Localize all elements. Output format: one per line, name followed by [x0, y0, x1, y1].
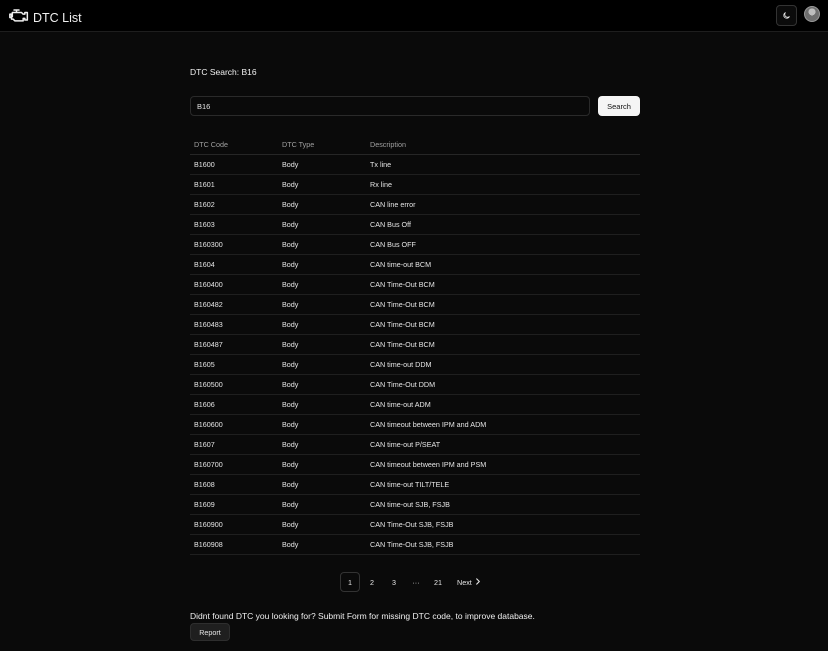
- page-3-button[interactable]: 3: [392, 577, 396, 587]
- engine-check-icon: [9, 6, 29, 29]
- page-2-button[interactable]: 2: [370, 577, 374, 587]
- top-navbar: [0, 0, 828, 32]
- table-row[interactable]: [190, 195, 640, 215]
- cell-dtc-type: Body: [282, 160, 299, 169]
- cell-description: CAN time-out SJB, FSJB: [370, 500, 450, 509]
- table-row[interactable]: [190, 515, 640, 535]
- page-title: DTC Search: B16: [190, 67, 257, 77]
- column-header-description: Description: [370, 140, 406, 149]
- cell-description: CAN Time-Out DDM: [370, 380, 436, 389]
- cell-dtc-type: Body: [282, 380, 299, 389]
- next-label: Next: [457, 577, 472, 587]
- dtc-table: [190, 135, 640, 555]
- table-body: [190, 155, 640, 555]
- next-page-button[interactable]: [452, 572, 486, 592]
- table-row[interactable]: [190, 235, 640, 255]
- cell-description: CAN Time-Out SJB, FSJB: [370, 520, 454, 529]
- cell-description: CAN time-out BCM: [370, 260, 432, 269]
- table-row[interactable]: [190, 255, 640, 275]
- table-row[interactable]: [190, 535, 640, 555]
- cell-description: CAN Bus OFF: [370, 240, 416, 249]
- cell-dtc-type: Body: [282, 320, 299, 329]
- cell-dtc-type: Body: [282, 520, 299, 529]
- cell-description: CAN time-out ADM: [370, 400, 431, 409]
- cell-dtc-code: B1605: [194, 360, 215, 369]
- cell-dtc-type: Body: [282, 420, 299, 429]
- table-row[interactable]: [190, 175, 640, 195]
- cell-description: CAN time-out P/SEAT: [370, 440, 441, 449]
- cell-description: CAN Time-Out BCM: [370, 320, 435, 329]
- cell-dtc-code: B1608: [194, 480, 215, 489]
- table-row[interactable]: [190, 295, 640, 315]
- cell-dtc-type: Body: [282, 440, 299, 449]
- table-row[interactable]: [190, 475, 640, 495]
- table-header: [190, 135, 640, 155]
- cell-dtc-type: Body: [282, 300, 299, 309]
- table-row[interactable]: [190, 215, 640, 235]
- cell-dtc-code: B1604: [194, 260, 215, 269]
- cell-dtc-type: Body: [282, 200, 299, 209]
- page-1-button[interactable]: 1: [340, 572, 360, 592]
- theme-toggle-button[interactable]: [776, 5, 797, 26]
- cell-dtc-code: B160482: [194, 300, 223, 309]
- cell-dtc-type: Body: [282, 400, 299, 409]
- column-header-type: DTC Type: [282, 140, 315, 149]
- cell-description: Rx line: [370, 180, 392, 189]
- cell-dtc-type: Body: [282, 180, 299, 189]
- cell-dtc-code: B1603: [194, 220, 215, 229]
- cell-description: CAN time-out DDM: [370, 360, 432, 369]
- pagination-ellipsis: ···: [412, 577, 420, 587]
- cell-dtc-code: B160908: [194, 540, 223, 549]
- cell-dtc-type: Body: [282, 260, 299, 269]
- table-row[interactable]: [190, 155, 640, 175]
- cell-description: CAN line error: [370, 200, 416, 209]
- cell-dtc-code: B1609: [194, 500, 215, 509]
- cell-description: CAN Time-Out BCM: [370, 300, 435, 309]
- cell-dtc-code: B160483: [194, 320, 223, 329]
- cell-dtc-code: B1601: [194, 180, 215, 189]
- search-button[interactable]: Search: [598, 96, 640, 116]
- cell-description: CAN time-out TILT/TELE: [370, 480, 450, 489]
- cell-description: CAN timeout between IPM and PSM: [370, 460, 487, 469]
- cell-dtc-type: Body: [282, 500, 299, 509]
- cell-dtc-code: B1607: [194, 440, 215, 449]
- cell-dtc-code: B160700: [194, 460, 223, 469]
- cell-dtc-code: B1602: [194, 200, 215, 209]
- cell-dtc-type: Body: [282, 360, 299, 369]
- cell-dtc-code: B160500: [194, 380, 223, 389]
- cell-dtc-code: B160900: [194, 520, 223, 529]
- table-row[interactable]: [190, 435, 640, 455]
- cell-dtc-type: Body: [282, 540, 299, 549]
- table-row[interactable]: [190, 415, 640, 435]
- column-header-code: DTC Code: [194, 140, 228, 149]
- table-row[interactable]: [190, 455, 640, 475]
- cell-dtc-code: B160600: [194, 420, 223, 429]
- cell-description: CAN Time-Out SJB, FSJB: [370, 540, 454, 549]
- dtc-search-input[interactable]: [190, 96, 590, 116]
- table-row[interactable]: [190, 275, 640, 295]
- cell-dtc-type: Body: [282, 340, 299, 349]
- cell-description: CAN Time-Out BCM: [370, 280, 435, 289]
- cell-description: CAN Time-Out BCM: [370, 340, 435, 349]
- cell-dtc-type: Body: [282, 240, 299, 249]
- pagination: [340, 572, 486, 592]
- user-avatar[interactable]: [804, 6, 820, 22]
- table-row[interactable]: [190, 375, 640, 395]
- table-row[interactable]: [190, 495, 640, 515]
- cell-dtc-type: Body: [282, 480, 299, 489]
- cell-dtc-code: B1606: [194, 400, 215, 409]
- table-row[interactable]: [190, 395, 640, 415]
- cell-description: Tx line: [370, 160, 392, 169]
- moon-icon: [782, 8, 791, 23]
- page-21-button[interactable]: 21: [434, 577, 442, 587]
- cell-dtc-code: B160487: [194, 340, 223, 349]
- cell-dtc-code: B160300: [194, 240, 223, 249]
- table-row[interactable]: [190, 315, 640, 335]
- cell-dtc-type: Body: [282, 220, 299, 229]
- app-title: DTC List: [33, 10, 82, 25]
- cell-dtc-type: Body: [282, 460, 299, 469]
- cell-dtc-code: B160400: [194, 280, 223, 289]
- table-row[interactable]: [190, 335, 640, 355]
- report-button[interactable]: Report: [190, 623, 230, 641]
- cell-dtc-code: B1600: [194, 160, 215, 169]
- chevron-right-icon: [472, 578, 481, 587]
- cell-description: CAN timeout between IPM and ADM: [370, 420, 487, 429]
- cell-dtc-type: Body: [282, 280, 299, 289]
- cell-description: CAN Bus Off: [370, 220, 412, 229]
- table-row[interactable]: [190, 355, 640, 375]
- missing-dtc-prompt: Didnt found DTC you looking for? Submit Form for missing DTC code, to improve database.: [190, 611, 535, 621]
- brand[interactable]: [9, 6, 82, 29]
